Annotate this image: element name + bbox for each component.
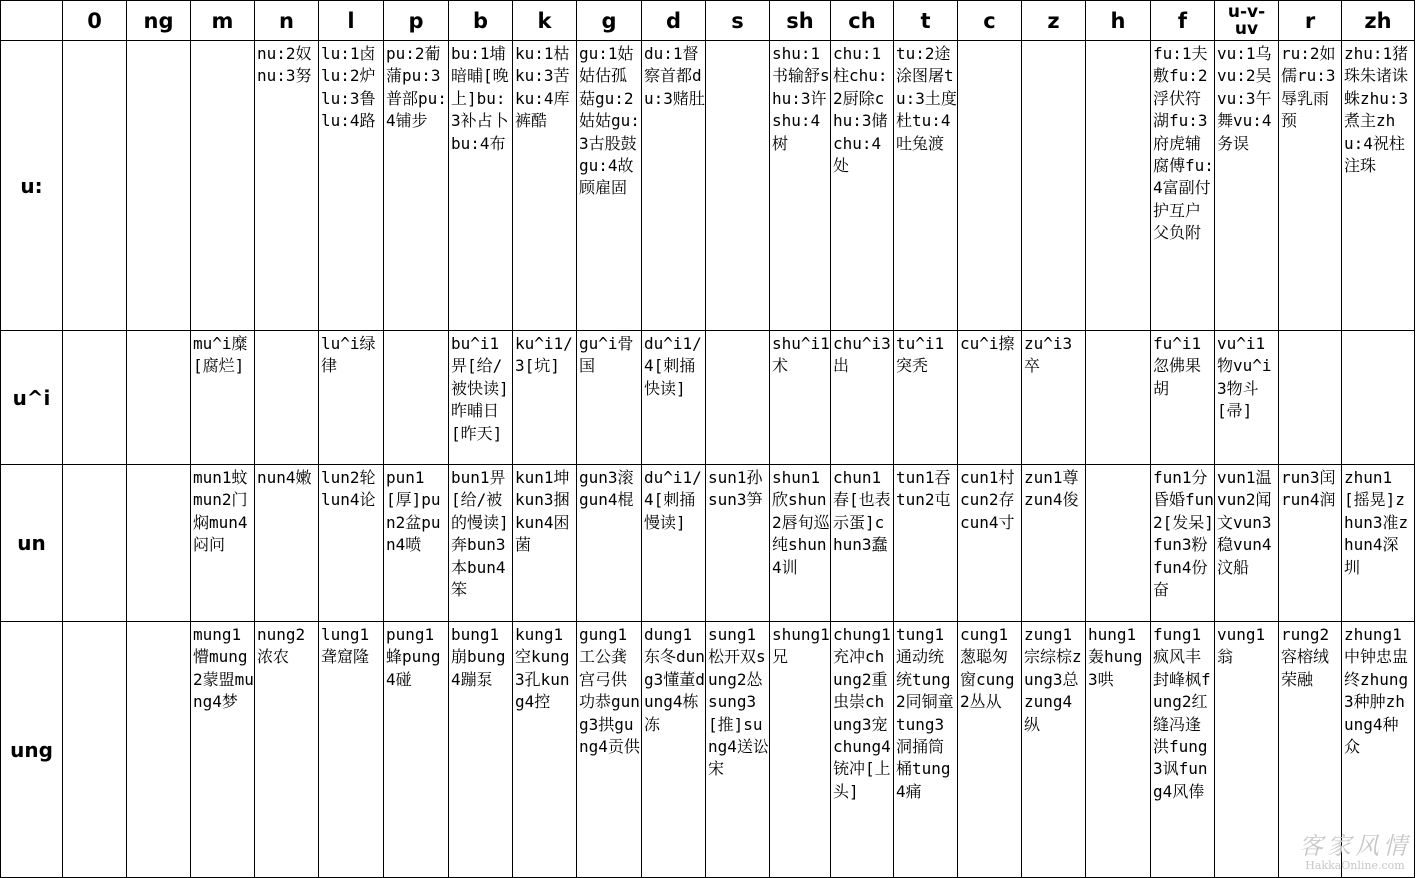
column-header: l	[319, 1, 384, 41]
table-cell: vu:1乌vu:2吴vu:3午舞vu:4务误	[1215, 41, 1279, 331]
table-cell: zun1尊zun4俊	[1022, 465, 1086, 622]
table-cell	[127, 622, 191, 878]
header-row	[1, 1, 1415, 41]
table-cell	[1086, 331, 1151, 465]
table-cell: fu:1夫敷fu:2浮伏符湖fu:3府虎辅腐傅fu:4富副付护互户父负附	[1151, 41, 1215, 331]
table-cell: zu^i3卒	[1022, 331, 1086, 465]
column-header: h	[1086, 1, 1151, 41]
table-cell: ru:2如儒ru:3辱乳雨预	[1279, 41, 1342, 331]
table-cell: fun1分昏婚fun2[发呆]fun3粉fun4份奋	[1151, 465, 1215, 622]
watermark-url: HakkaOnline.com	[1305, 859, 1405, 872]
table-cell: chung1充冲chung2重虫崇chung3宠chung4铳冲[上头]	[831, 622, 894, 878]
table-cell: vun1温vun2闻文vun3稳vun4汶船	[1215, 465, 1279, 622]
column-header: p	[384, 1, 449, 41]
table-cell: zhun1[摇晃]zhun3准zhun4深圳	[1342, 465, 1415, 622]
table-cell: hung1轰hung3哄	[1086, 622, 1151, 878]
table-cell: ku:1枯ku:3苦ku:4库裤酷	[513, 41, 577, 331]
table-cell: pung1蜂pung4碰	[384, 622, 449, 878]
table-cell: zung1宗综棕zung3总zung4纵	[1022, 622, 1086, 878]
table-cell	[63, 622, 127, 878]
column-header: sh	[770, 1, 831, 41]
table-cell: pun1[厚]pun2盆pun4喷	[384, 465, 449, 622]
row-header: u:	[1, 41, 63, 331]
table-cell: kun1坤kun3捆kun4困菌	[513, 465, 577, 622]
table-cell	[1279, 331, 1342, 465]
table-cell: bun1畀[给/被的慢读]奔bun3本bun4笨	[449, 465, 513, 622]
table-cell: zhung1中钟忠盅终zhung3种肿zhung4种众	[1342, 622, 1415, 878]
table-cell: bu:1埔暗晡[晚上]bu:3补占卜bu:4布	[449, 41, 513, 331]
column-header: k	[513, 1, 577, 41]
table-cell: vu^i1物vu^i3物斗[帚]	[1215, 331, 1279, 465]
table-cell: vung1翁	[1215, 622, 1279, 878]
table-cell: mung1懵mung2蒙盟mung4梦	[191, 622, 255, 878]
table-cell: sung1松开双sung2怂sung3[推]sung4送讼宋	[706, 622, 770, 878]
table-cell	[127, 41, 191, 331]
table-cell: fu^i1忽佛果胡	[1151, 331, 1215, 465]
table-cell: lun2轮lun4论	[319, 465, 384, 622]
table-cell	[191, 41, 255, 331]
table-cell: fung1疯风丰封峰枫fung2红缝冯逢洪fung3讽fung4风俸	[1151, 622, 1215, 878]
table-cell: mu^i糜[腐烂]	[191, 331, 255, 465]
table-cell	[1022, 41, 1086, 331]
table-cell: run3闰run4润	[1279, 465, 1342, 622]
table-cell: tu:2途涂图屠tu:3土度杜tu:4吐兔渡	[894, 41, 958, 331]
table-cell: du:1督察首都du:3赌肚	[642, 41, 706, 331]
table-row	[1, 41, 1415, 331]
table-cell: chun1春[也表示蛋]chun3蠢	[831, 465, 894, 622]
table-cell: shu:1书输舒shu:3许shu:4树	[770, 41, 831, 331]
table-cell: nung2浓农	[255, 622, 319, 878]
table-cell: cun1村cun2存cun4寸	[958, 465, 1022, 622]
table-cell: cu^i擦	[958, 331, 1022, 465]
column-header: n	[255, 1, 319, 41]
column-header: 0	[63, 1, 127, 41]
row-header: u^i	[1, 331, 63, 465]
table-cell: chu^i3出	[831, 331, 894, 465]
table-cell: pu:2葡蒲pu:3普部pu:4铺步	[384, 41, 449, 331]
table-cell	[63, 465, 127, 622]
column-header: m	[191, 1, 255, 41]
table-cell: lung1聋窟隆	[319, 622, 384, 878]
table-cell	[706, 331, 770, 465]
table-cell: shun1欣shun2唇旬巡纯shun4训	[770, 465, 831, 622]
table-cell	[706, 41, 770, 331]
table-cell: nun4嫩	[255, 465, 319, 622]
column-header: r	[1279, 1, 1342, 41]
column-header: f	[1151, 1, 1215, 41]
table-cell	[63, 331, 127, 465]
table-cell	[1086, 465, 1151, 622]
column-header: ch	[831, 1, 894, 41]
column-header: b	[449, 1, 513, 41]
table-cell: shung1兄	[770, 622, 831, 878]
table-cell: ku^i1/3[坑]	[513, 331, 577, 465]
table-cell: lu:1卤lu:2炉lu:3鲁lu:4路	[319, 41, 384, 331]
table-cell	[127, 331, 191, 465]
table-cell: cung1葱聪匆窗cung2丛从	[958, 622, 1022, 878]
table-cell	[255, 331, 319, 465]
table-cell: gung1工公龚宫弓供功恭gung3拱gung4贡供	[577, 622, 642, 878]
column-header: ng	[127, 1, 191, 41]
table-cell: bung1崩bung4蹦泵	[449, 622, 513, 878]
table-cell: gu^i骨国	[577, 331, 642, 465]
table-cell: shu^i1术	[770, 331, 831, 465]
table-cell: tu^i1突秃	[894, 331, 958, 465]
table-cell: du^i1/4[刺捅慢读]	[642, 465, 706, 622]
table-cell: gu:1姑姑估孤菇gu:2姑姑gu:3古股鼓gu:4故顾雇固	[577, 41, 642, 331]
table-cell	[63, 41, 127, 331]
column-header: s	[706, 1, 770, 41]
table-cell: tun1吞tun2屯	[894, 465, 958, 622]
column-header: zh	[1342, 1, 1415, 41]
row-header: ung	[1, 622, 63, 878]
column-header: z	[1022, 1, 1086, 41]
table-cell: du^i1/4[刺捅快读]	[642, 331, 706, 465]
table-cell: sun1孙sun3笋	[706, 465, 770, 622]
table-cell	[958, 41, 1022, 331]
corner-cell	[1, 1, 63, 41]
table-cell: chu:1柱chu:2厨除chu:3储chu:4处	[831, 41, 894, 331]
table-cell: lu^i绿律	[319, 331, 384, 465]
column-header: u-v- uv	[1215, 1, 1279, 41]
table-cell	[384, 331, 449, 465]
table-cell: bu^i1畀[给/被快读]昨晡日[昨天]	[449, 331, 513, 465]
row-header: un	[1, 465, 63, 622]
column-header: d	[642, 1, 706, 41]
column-header: c	[958, 1, 1022, 41]
table-cell: gun3滚gun4棍	[577, 465, 642, 622]
table-cell	[1086, 41, 1151, 331]
watermark-title: 客家风情	[1299, 832, 1411, 860]
table-cell	[127, 465, 191, 622]
table-cell: nu:2奴nu:3努	[255, 41, 319, 331]
table-row	[1, 465, 1415, 622]
table-cell: dung1东冬dung3懂董dung4栋冻	[642, 622, 706, 878]
table-row	[1, 622, 1415, 878]
column-header: t	[894, 1, 958, 41]
table-cell	[1342, 331, 1415, 465]
table-cell: mun1蚊mun2门焖mun4闷问	[191, 465, 255, 622]
table-cell: tung1通动统统tung2同铜童tung3洞捅筒桶tung4痛	[894, 622, 958, 878]
table-cell: kung1空kung3孔kung4控	[513, 622, 577, 878]
table-row	[1, 331, 1415, 465]
watermark	[1299, 826, 1411, 872]
table-cell: zhu:1猪珠朱诸诛蛛zhu:3煮主zhu:4祝柱注珠	[1342, 41, 1415, 331]
column-header: g	[577, 1, 642, 41]
table-cell: rung2容榕绒荣融	[1279, 622, 1342, 878]
